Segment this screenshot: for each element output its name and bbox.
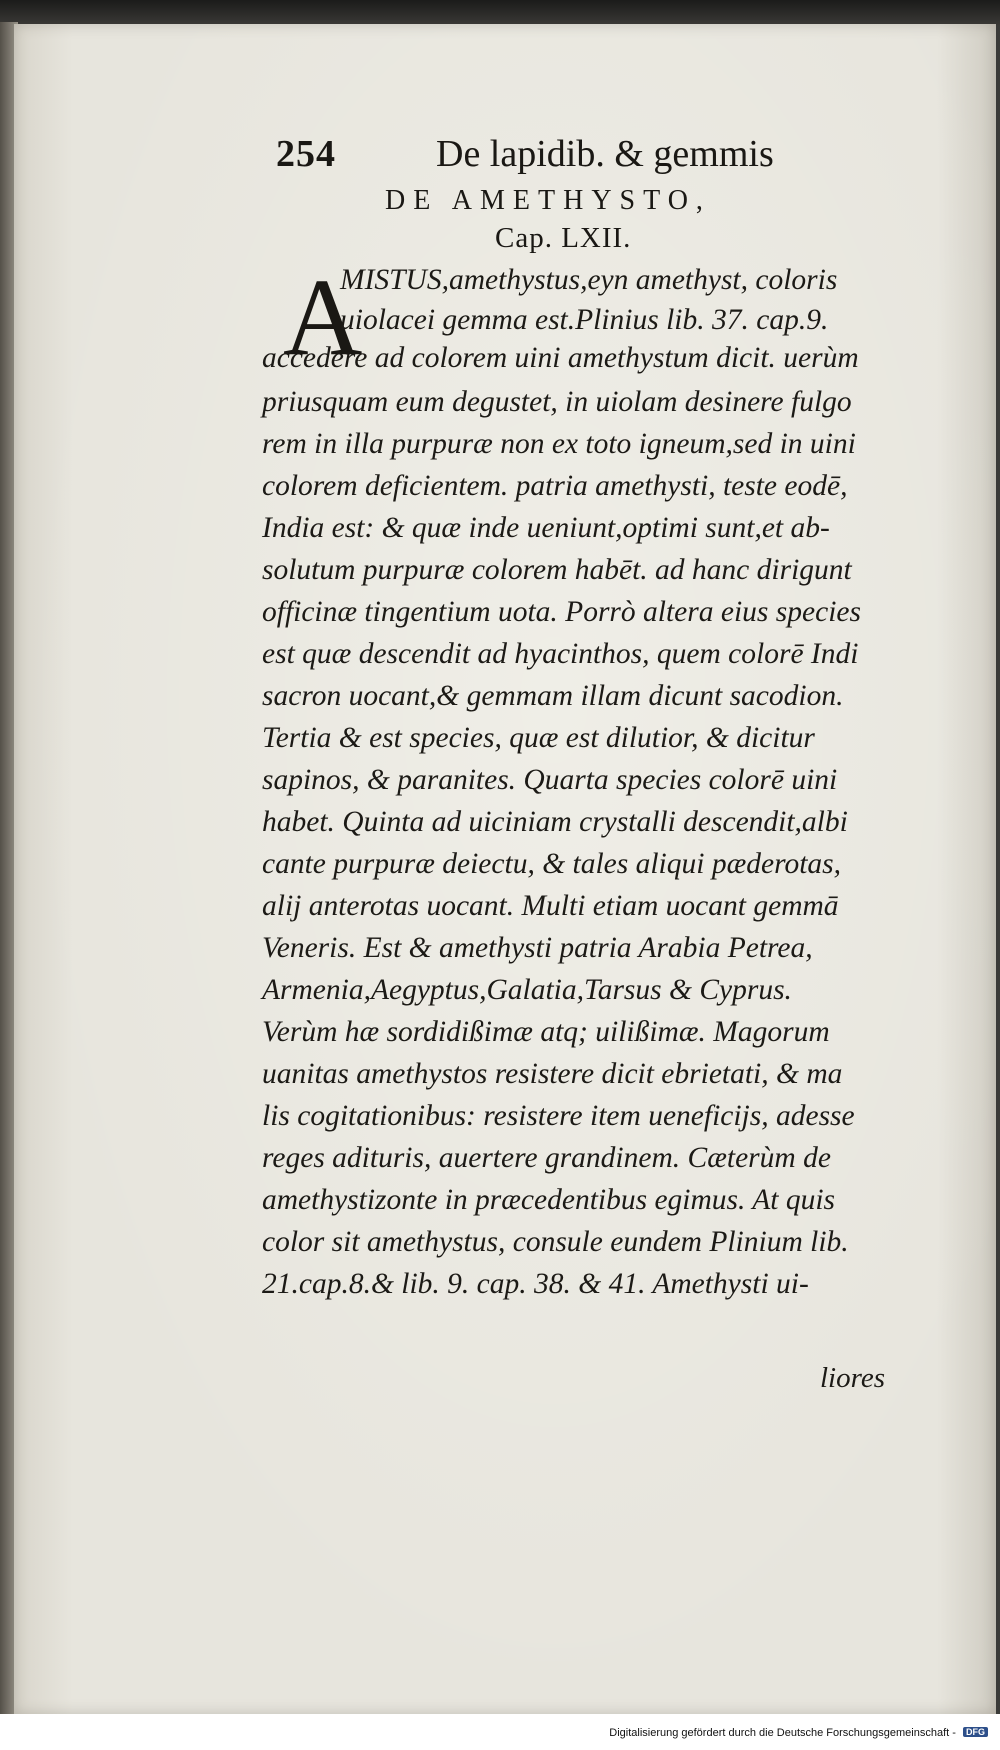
text-line: MISTUS,amethystus,eyn amethyst, coloris <box>340 264 838 296</box>
page-number: 254 <box>276 133 336 175</box>
text-line: reges adituris, auertere grandinem. Cæterùm de <box>262 1142 831 1174</box>
text-line: rem in illa purpuræ non ex toto igneum,sed in uini <box>262 428 856 460</box>
dfg-logo: DFG <box>963 1727 988 1737</box>
text-line: uiolacei gemma est.Plinius lib. 37. cap.9. <box>340 304 829 336</box>
text-line: India est: & quæ inde ueniunt,optimi sunt,et ab- <box>262 512 830 544</box>
text-line: priusquam eum degustet, in uiolam desinere fulgo <box>262 386 852 418</box>
text-line: accedere ad colorem uini amethystum dicit. uerùm <box>262 342 859 374</box>
digitization-credit <box>609 1727 988 1739</box>
text-line: sacron uocant,& gemmam illam dicunt sacodion. <box>262 680 844 712</box>
text-line: solutum purpuræ colorem habēt. ad hanc dirigunt <box>262 554 852 586</box>
text-line: officinæ tingentium uota. Porrò altera eius species <box>262 596 861 628</box>
text-line: est quæ descendit ad hyacinthos, quem colorē Indi <box>262 638 859 670</box>
text-line: sapinos, & paranites. Quarta species colorē uini <box>262 764 838 796</box>
text-line: uanitas amethystos resistere dicit ebrietati, & ma <box>262 1058 843 1090</box>
text-line: Veneris. Est & amethysti patria Arabia Petrea, <box>262 932 813 964</box>
text-line: Verùm hæ sordidißimæ atq; uilißimæ. Magorum <box>262 1016 830 1048</box>
text-line: colorem deficientem. patria amethysti, teste eodē, <box>262 470 848 502</box>
chapter-number: Cap. LXII. <box>495 222 632 254</box>
drop-cap: A <box>283 256 363 378</box>
text-line: Armenia,Aegyptus,Galatia,Tarsus & Cyprus. <box>262 974 792 1006</box>
text-line: Tertia & est species, quæ est dilutior, & dicitur <box>262 722 815 754</box>
text-line: 21.cap.8.& lib. 9. cap. 38. & 41. Amethysti ui- <box>262 1268 809 1300</box>
running-title: De lapidib. & gemmis <box>436 133 774 175</box>
text-line: amethystizonte in præcedentibus egimus. At quis <box>262 1184 836 1216</box>
catchword: liores <box>820 1362 885 1394</box>
credit-text: Digitalisierung gefördert durch die Deutsche Forschungsgemeinschaft - <box>609 1727 956 1739</box>
text-line: lis cogitationibus: resistere item ueneficijs, adesse <box>262 1100 855 1132</box>
text-line: alij anterotas uocant. Multi etiam uocant gemmā <box>262 890 839 922</box>
chapter-title: DE AMETHYSTO, <box>385 185 711 216</box>
text-line: color sit amethystus, consule eundem Plinium lib. <box>262 1226 849 1258</box>
text-line: habet. Quinta ad uiciniam crystalli descendit,albi <box>262 806 848 838</box>
text-line: cante purpuræ deiectu, & tales aliqui pæderotas, <box>262 848 842 880</box>
scan-top-border <box>0 0 1000 26</box>
running-head <box>276 132 836 176</box>
